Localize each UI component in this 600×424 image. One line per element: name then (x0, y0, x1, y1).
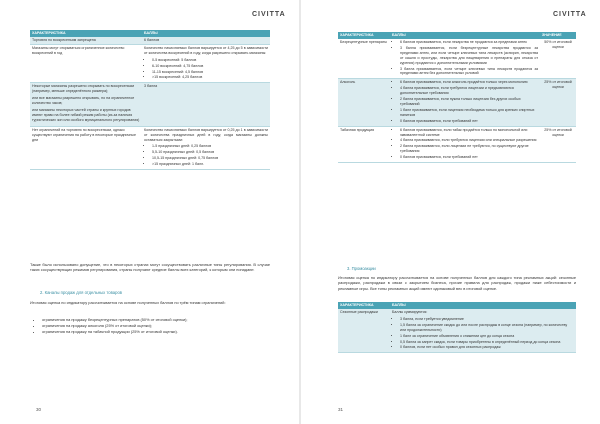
list-item: • 0 баллов присваивается, если требований нет (400, 119, 538, 124)
header-characteristic: ХАРАКТЕРИСТИКА (338, 302, 390, 309)
row-characteristic: Некоторые магазины разрешено открывать по воскресеньям (например, меньше определённого размера); или все магазины разрешено открывать, но на ограниченное количество часов; или магазины некоторых частей страны и крупных городов имеют право на более гибкий режим работы (из-за наличия туристических зон или особого муниципального регулирования) (30, 83, 142, 126)
row-score (390, 39, 540, 79)
list-item: • 5,5-10 праздничных дней: 0,5 баллов (152, 150, 268, 155)
list-item: • 6 баллов присваивается, если алкоголь продаётся только через монополию (400, 80, 538, 85)
seasonal-sales-table (338, 302, 576, 353)
row-weight: 25% от итоговой оценки (540, 126, 576, 162)
list-item: • 3 балла, если требуется уведомление (400, 317, 574, 322)
table-row (30, 44, 270, 82)
list-item: • >15 праздничных дней: 1 балл. (152, 162, 268, 167)
table-row (338, 79, 576, 126)
list-item: • 10,5-15 праздничных дней: 0,75 баллов (152, 156, 268, 161)
list-item: • ограничения на продажу алкоголя (25% от итоговой оценки); (42, 323, 272, 329)
row-score: 3 балла (142, 83, 270, 126)
list-item: • 2 балла присваивается, если нужна только лицензия без других особых требований (400, 97, 538, 107)
list-item: • 3 балла присваивается, если четыре ключевых типа лекарств продаются за пределами аптек без дополнительных условий (400, 67, 538, 77)
row-score: Количество начисляемых баллов варьируется от 0,25 до 1 в зависимости от количества праздничных дней в году, когда магазины должны оставаться закрытыми: • 1-5 праздничных дней: 0,25 баллов • 5,5-10 праздничных дней: 0,5 баллов • 10,5-15 праздничных дней: 0,75 баллов • >15 праздничных дней: 1 балл. (142, 126, 270, 169)
header-characteristic: ХАРАКТЕРИСТИКА (30, 30, 142, 37)
list-item: • >15 воскресений: 4,25 баллов (152, 75, 268, 80)
row-weight: 50% от итоговой оценки (540, 39, 576, 79)
list-item: • 11-15 воскресений: 4,5 баллов (152, 70, 268, 75)
list-item: • 1 балл присваивается, если лицензия необходима только для крепких спиртных напитков (400, 108, 538, 118)
list-item: • 3 балла присваивается, если безрецептурные лекарства продаются за пределами аптек, или если четыре ключевых типа лекарств (аспирин, лекарства от кашля и простуды, лекарства для пищеварения и препараты для отказа от курения) продаются с дополнительными условиями (400, 46, 538, 66)
header-score: БАЛЛЫ (390, 32, 540, 39)
row-weight: 25% от итоговой оценки (540, 79, 576, 126)
header-characteristic: ХАРАКТЕРИСТИКА (338, 32, 390, 39)
list-item: • ограничения на продажу на табачной продукции (25% от итоговой оценки). (42, 329, 272, 335)
page-number: 30 (36, 407, 42, 412)
table-row (30, 126, 270, 169)
row-score: 6 баллов (142, 37, 270, 44)
brand-logo: CIVITTA (252, 11, 286, 18)
table-row (30, 83, 270, 126)
paragraph-indicator: Итоговая оценка по индикатору рассчитывается на основе полученных баллов по трём типам ограничений: (30, 300, 226, 305)
row-score (390, 126, 540, 162)
brand-logo: CIVITTA (553, 11, 587, 18)
table-row (30, 37, 270, 44)
header-weight: ЗНАЧЕНИЕ (540, 32, 576, 39)
row-score (390, 79, 540, 126)
row-characteristic: Сезонные распродажи (338, 309, 390, 353)
row-score: Баллы суммируются: • 3 балла, если требуется уведомление • 1,5 балла за ограничение скидок до или после распродаж в конце сезона (например, по количеству или продолжительности) • 1 балл за ограничение объявления о снижении цен до конца сезона • 0,5 балла за запрет скидок, если товары приобретены в определённый период до конца сезона • 0 баллов, если нет особых правил для сезонных распродаж (390, 309, 576, 353)
list-item: • 0 баллов, если нет особых правил для сезонных распродаж (400, 345, 574, 350)
row-score: Количество начисляемых баллов варьируется от 4,25 до 5 в зависимости от количества воскресений в году, когда разрешено открывать магазины: • 0-5 воскресений: 5 баллов • 6-10 воскресений: 4,75 баллов • 11-15 воскресений: 4,5 баллов • >15 воскресений: 4,25 баллов (142, 44, 270, 82)
header-score: БАЛЛЫ (142, 30, 270, 37)
list-item: • 4 балла присваивается, если требуются лицензии и предъявляются дополнительные требования (400, 86, 538, 96)
row-characteristic: Табачная продукция (338, 126, 390, 162)
page-number: 31 (338, 407, 344, 412)
list-item: • 0 баллов присваивается, если требований нет (400, 155, 538, 160)
list-item: • 2 балла присваиваются, если лицензии не требуются, но существуют другие требования (400, 144, 538, 154)
header-score: БАЛЛЫ (390, 302, 576, 309)
row-characteristic: Нет ограничений на торговлю по воскресеньям, однако существуют ограничения на работу в некоторые праздничные дни (30, 126, 142, 169)
list-item: • 6-10 воскресений: 4,75 баллов (152, 64, 268, 69)
list-item: • 1 балл за ограничение объявления о снижении цен до конца сезона (400, 334, 574, 339)
restriction-list (32, 317, 272, 336)
table-row (338, 126, 576, 162)
left-page (0, 0, 299, 424)
row-characteristic: Торговля по воскресеньям запрещена (30, 37, 142, 44)
paragraph-coexisting-regimes: Также было использовано допущение, что в некоторых странах могут сосуществовать различные типы регулирования. В случае таких сосуществующих режимов регулирования, страны получают средние баллы всех категорий, к которым они попадают. (30, 262, 270, 273)
product-channels-table (338, 32, 576, 163)
list-item: • 4 балла присваиваются, если требуются лицензии или специальные разрешения (400, 138, 538, 143)
list-item: • ограничения на продажу безрецептурных препаратов (50% от итоговой оценки); (42, 317, 272, 323)
table-row (338, 39, 576, 79)
section-heading-sales-channels: 2. Каналы продаж для отдельных товаров (40, 290, 123, 295)
list-item: • 0,5 балла за запрет скидок, если товары приобретены в определённый период до конца сезона (400, 340, 574, 345)
list-item: • 1-5 праздничных дней: 0,25 баллов (152, 144, 268, 149)
list-item: • 1,5 балла за ограничение скидок до или после распродаж в конце сезона (например, по количеству или продолжительности) (400, 323, 574, 333)
right-page (301, 0, 600, 424)
table-row (338, 309, 576, 353)
sunday-trading-table (30, 30, 270, 170)
row-characteristic: Безрецептурные препараты (338, 39, 390, 79)
row-characteristic: Алкоголь (338, 79, 390, 126)
section-heading-promotions: 3. Промоакции (347, 266, 376, 271)
list-item: • 6 баллов присваиваются, если табак продаётся только по монопольной или эквивалентной системе (400, 128, 538, 138)
row-characteristic: Магазины могут открываться ограниченное количество воскресений в год (30, 44, 142, 82)
paragraph-promotions: Итоговая оценка по индикатору рассчитывается на основе полученных баллов для каждого типа рекламных акций: сезонные распродажи, распродажи в связи с закрытием бизнеса, прочие правила для распродаж, продажи ниже себестоимости и рекламные игры. Все типы рекламных акций имеют одинаковый вес в итоговой оценке. (338, 275, 576, 291)
list-item: • 0-5 воскресений: 5 баллов (152, 58, 268, 63)
list-item: • 6 баллов присваивается, если лекарства не продаются за пределами аптек (400, 40, 538, 45)
